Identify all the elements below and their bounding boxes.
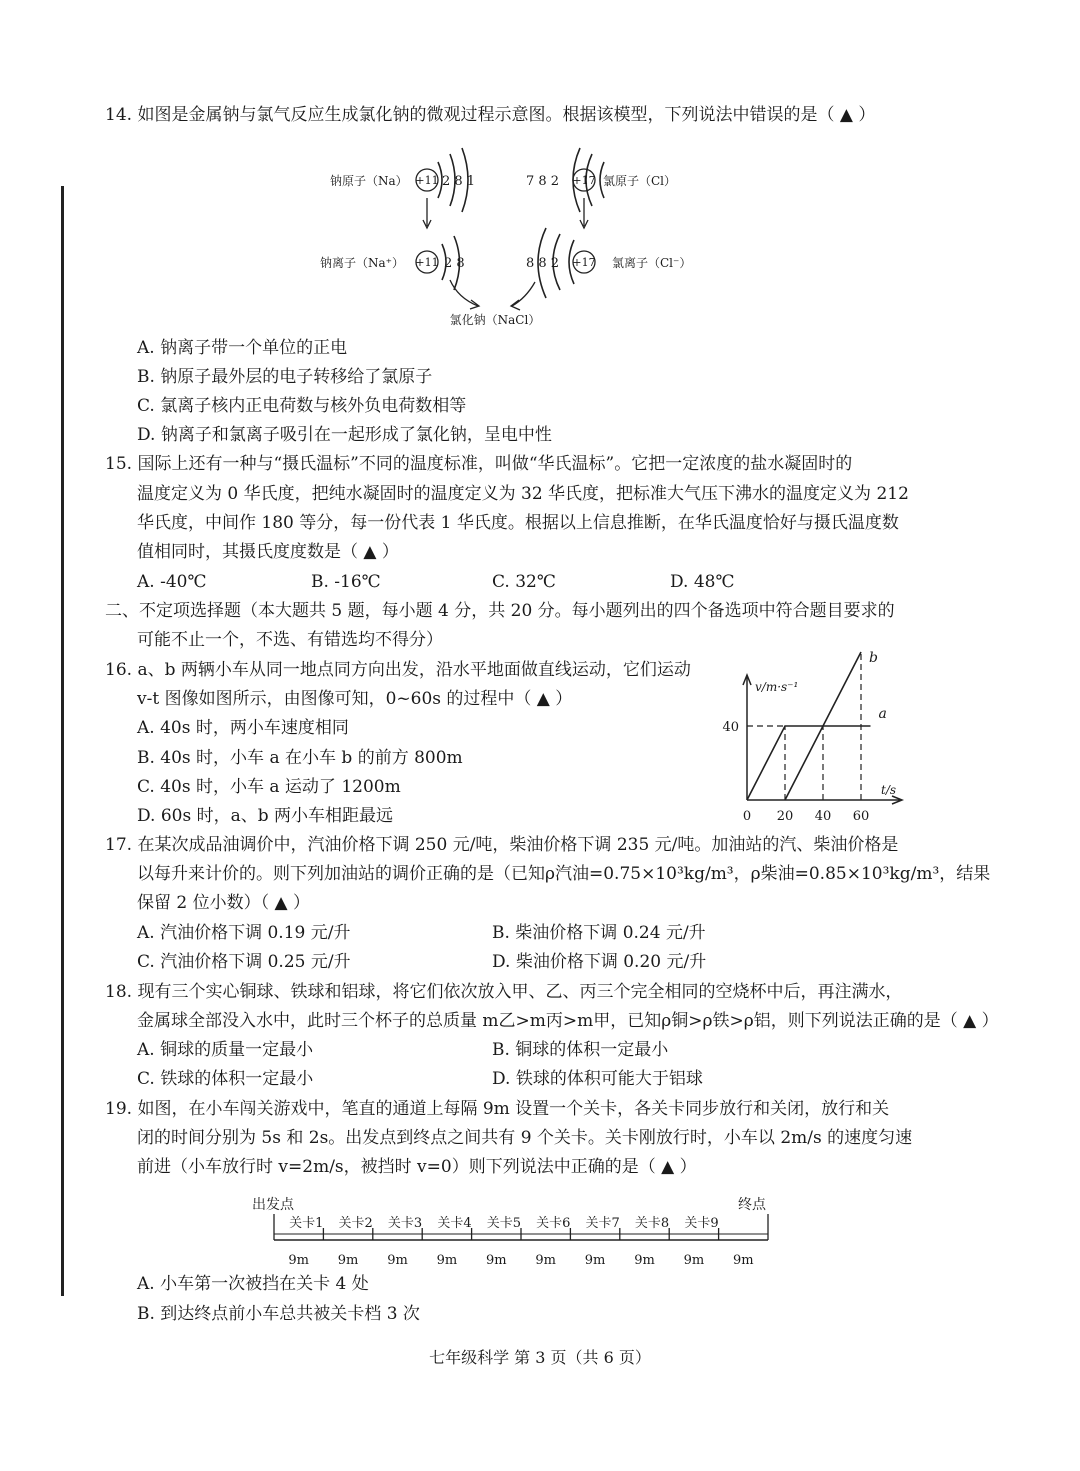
q14-option-d: D. 钠离子和氯离子吸引在一起形成了氯化钠，呈电中性 bbox=[137, 425, 552, 445]
na-electrons: 2 8 1 bbox=[442, 174, 476, 189]
q18-option-c: C. 铁球的体积一定最小 bbox=[137, 1069, 314, 1089]
gate-diagram bbox=[250, 1192, 790, 1272]
y-tick-label: 40 bbox=[722, 720, 739, 735]
q14-option-c: C. 氯离子核内正电荷数与核外负电荷数相等 bbox=[137, 396, 467, 416]
section2-line-2: 可能不止一个，不选、有错选均不得分） bbox=[137, 630, 443, 650]
q15-line-2: 温度定义为 0 华氏度，把纯水凝固时的温度定义为 32 华氏度，把标准大气压下沸水的温度定义为 212 bbox=[137, 484, 909, 504]
q17-option-a: A. 汽油价格下调 0.19 元/升 bbox=[137, 923, 351, 943]
segment-label: 9m bbox=[387, 1253, 408, 1268]
cl-ion-label: 氯离子（Cl⁻） bbox=[612, 256, 692, 270]
q14-option-b: B. 钠原子最外层的电子转移给了氯原子 bbox=[137, 367, 433, 387]
q16-line-1: 16. a、b 两辆小车从同一地点同方向出发，沿水平地面做直线运动，它们运动 bbox=[105, 660, 691, 680]
cl-nucleus: +17 bbox=[572, 174, 596, 187]
q17-option-c: C. 汽油价格下调 0.25 元/升 bbox=[137, 952, 351, 972]
q16-option-b: B. 40s 时，小车 a 在小车 b 的前方 800m bbox=[137, 748, 463, 768]
q19-line-2: 闭的时间分别为 5s 和 2s。出发点到终点之间共有 9 个关卡。关卡刚放行时，小车以 2m/s 的速度匀速 bbox=[137, 1128, 913, 1148]
svg-text:+11: +11 bbox=[415, 256, 439, 269]
series-label-a: a bbox=[878, 706, 887, 722]
gate-label: 关卡2 bbox=[338, 1216, 373, 1231]
gate-label: 关卡5 bbox=[486, 1216, 521, 1231]
q17-option-d: D. 柴油价格下调 0.20 元/升 bbox=[492, 952, 707, 972]
q14-stem: 14. 如图是金属钠与氯气反应生成氯化钠的微观过程示意图。根据该模型，下列说法中错误的是（ ▲ ） bbox=[105, 105, 876, 125]
q18-line-2: 金属球全部没入水中，此时三个杯子的总质量 m乙>m丙>m甲，已知ρ铜>ρ铁>ρ铝，则下列说法正确的是（ ▲ ） bbox=[137, 1011, 999, 1031]
q15-option-a: A. -40℃ bbox=[137, 572, 207, 592]
segment-label: 9m bbox=[634, 1253, 655, 1268]
gate-label: 关卡7 bbox=[585, 1216, 620, 1231]
q18-option-a: A. 铜球的质量一定最小 bbox=[137, 1040, 314, 1060]
y-axis-label: v/m·s⁻¹ bbox=[755, 680, 799, 694]
atom-diagram bbox=[320, 140, 720, 335]
q15-line-1: 15. 国际上还有一种与“摄氏温标”不同的温度标准，叫做“华氏温标”。它把一定浓度的盐水凝固时的 bbox=[105, 454, 853, 474]
na-ion-electrons: 2 8 bbox=[444, 256, 465, 271]
vt-chart bbox=[715, 650, 915, 835]
origin-label: 0 bbox=[742, 809, 752, 824]
segment-label: 9m bbox=[436, 1253, 458, 1268]
q17-line-2: 以每升来计价的。则下列加油站的调价正确的是（已知ρ汽油=0.75×10³kg/m³，ρ柴油=0.85×10³kg/m³，结果 bbox=[137, 864, 991, 884]
q19-line-1: 19. 如图，在小车闯关游戏中，笔直的通道上每隔 9m 设置一个关卡，各关卡同步放行和关闭，放行和关 bbox=[105, 1099, 890, 1119]
segment-label: 9m bbox=[485, 1253, 507, 1268]
gate-label: 关卡9 bbox=[684, 1216, 719, 1231]
q17-option-b: B. 柴油价格下调 0.24 元/升 bbox=[492, 923, 706, 943]
segment-label: 9m bbox=[288, 1253, 310, 1268]
gate-label: 关卡1 bbox=[289, 1216, 324, 1231]
q18-option-b: B. 铜球的体积一定最小 bbox=[492, 1040, 669, 1060]
q15-option-b: B. -16℃ bbox=[311, 572, 381, 592]
gate-label: 关卡3 bbox=[387, 1216, 423, 1231]
q17-line-3: 保留 2 位小数）（ ▲ ） bbox=[137, 893, 311, 913]
x-tick-label: 60 bbox=[852, 809, 870, 824]
q15-option-c: C. 32℃ bbox=[492, 572, 556, 592]
cl-ion-electrons: 8 8 2 bbox=[526, 256, 560, 271]
product-label: 氯化钠（NaCl） bbox=[449, 313, 541, 327]
segment-label: 9m bbox=[683, 1253, 705, 1268]
q17-line-1: 17. 在某次成品油调价中，汽油价格下调 250 元/吨，柴油价格下调 235 元/吨。加油站的汽、柴油价格是 bbox=[105, 835, 899, 855]
q14-option-a: A. 钠离子带一个单位的正电 bbox=[137, 338, 348, 358]
segment-label: 9m bbox=[584, 1253, 606, 1268]
start-label: 出发点 bbox=[252, 1197, 294, 1213]
segment-label: 9m bbox=[337, 1253, 359, 1268]
q18-line-1: 18. 现有三个实心铜球、铁球和铝球，将它们依次放入甲、乙、丙三个完全相同的空烧杯中后，再注满水， bbox=[105, 982, 903, 1002]
svg-text:+17: +17 bbox=[572, 256, 596, 269]
q19-option-a: A. 小车第一次被挡在关卡 4 处 bbox=[137, 1274, 369, 1294]
segment-label: 9m bbox=[535, 1253, 557, 1268]
na-nucleus: +11 bbox=[415, 174, 439, 187]
gate-label: 关卡4 bbox=[437, 1216, 472, 1231]
gate-label: 关卡8 bbox=[634, 1216, 670, 1231]
cl-electrons: 7 8 2 bbox=[526, 174, 560, 189]
q19-line-3: 前进（小车放行时 v=2m/s，被挡时 v=0）则下列说法中正确的是（ ▲ ） bbox=[137, 1157, 697, 1177]
q16-option-d: D. 60s 时，a、b 两小车相距最远 bbox=[137, 806, 394, 826]
q18-option-d: D. 铁球的体积可能大于铝球 bbox=[492, 1069, 703, 1089]
segment-label: 9m bbox=[732, 1253, 754, 1268]
x-tick-label: 20 bbox=[776, 809, 794, 824]
q16-line-2: v-t 图像如图所示，由图像可知，0~60s 的过程中（ ▲ ） bbox=[137, 689, 573, 709]
section2-line-1: 二、不定项选择题（本大题共 5 题，每小题 4 分，共 20 分。每小题列出的四个备选项中符合题目要求的 bbox=[105, 601, 895, 621]
binding-line bbox=[61, 186, 64, 1296]
gate-label: 关卡6 bbox=[536, 1216, 571, 1231]
na-ion-label: 钠离子（Na⁺） bbox=[320, 256, 404, 270]
x-axis-label: t/s bbox=[881, 783, 897, 797]
page-footer: 七年级科学 第 3 页（共 6 页） bbox=[429, 1348, 651, 1367]
cl-atom-label: 氯原子（Cl） bbox=[603, 174, 677, 188]
q16-option-a: A. 40s 时，两小车速度相同 bbox=[137, 718, 349, 738]
q16-option-c: C. 40s 时，小车 a 运动了 1200m bbox=[137, 777, 401, 797]
q19-option-b: B. 到达终点前小车总共被关卡档 3 次 bbox=[137, 1304, 420, 1324]
x-tick-label: 40 bbox=[814, 809, 832, 824]
q15-line-4: 值相同时，其摄氏度度数是（ ▲ ） bbox=[137, 542, 399, 562]
series-label-b: b bbox=[869, 650, 878, 666]
q15-option-d: D. 48℃ bbox=[670, 572, 735, 592]
end-label: 终点 bbox=[738, 1197, 766, 1213]
series-line-a bbox=[747, 726, 871, 800]
na-atom-label: 钠原子（Na） bbox=[330, 174, 408, 188]
q15-line-3: 华氏度，中间作 180 等分，每一份代表 1 华氏度。根据以上信息推断，在华氏温度恰好与摄氏温度数 bbox=[137, 513, 899, 533]
